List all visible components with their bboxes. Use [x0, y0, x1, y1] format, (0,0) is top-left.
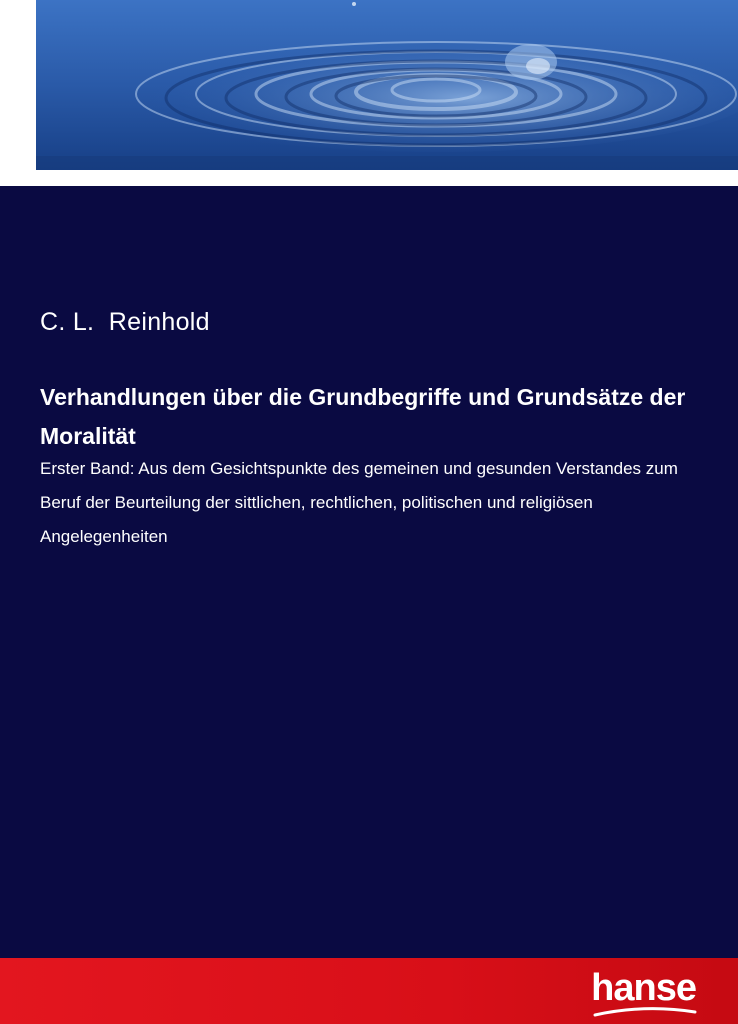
author-name: C. L. Reinhold — [40, 308, 210, 336]
water-ripple-image — [36, 0, 738, 170]
publisher-logo — [591, 968, 696, 1008]
water-drop-photo — [36, 0, 738, 170]
publisher-logo-text: hanse — [591, 967, 696, 1009]
cover-panel — [0, 186, 738, 958]
top-band — [0, 0, 738, 186]
publisher-band — [0, 958, 738, 1024]
logo-swoosh-icon — [593, 1006, 697, 1018]
book-title: Verhandlungen über die Grundbegriffe und Grundsätze der Moralität — [40, 384, 686, 449]
book-subtitle: Erster Band: Aus dem Gesichtspunkte des gemeinen und gesunden Verstandes zum Beruf der Beurteilung der sittlichen, rechtlichen, politischen und religiösen Angelegenheiten — [40, 459, 678, 546]
